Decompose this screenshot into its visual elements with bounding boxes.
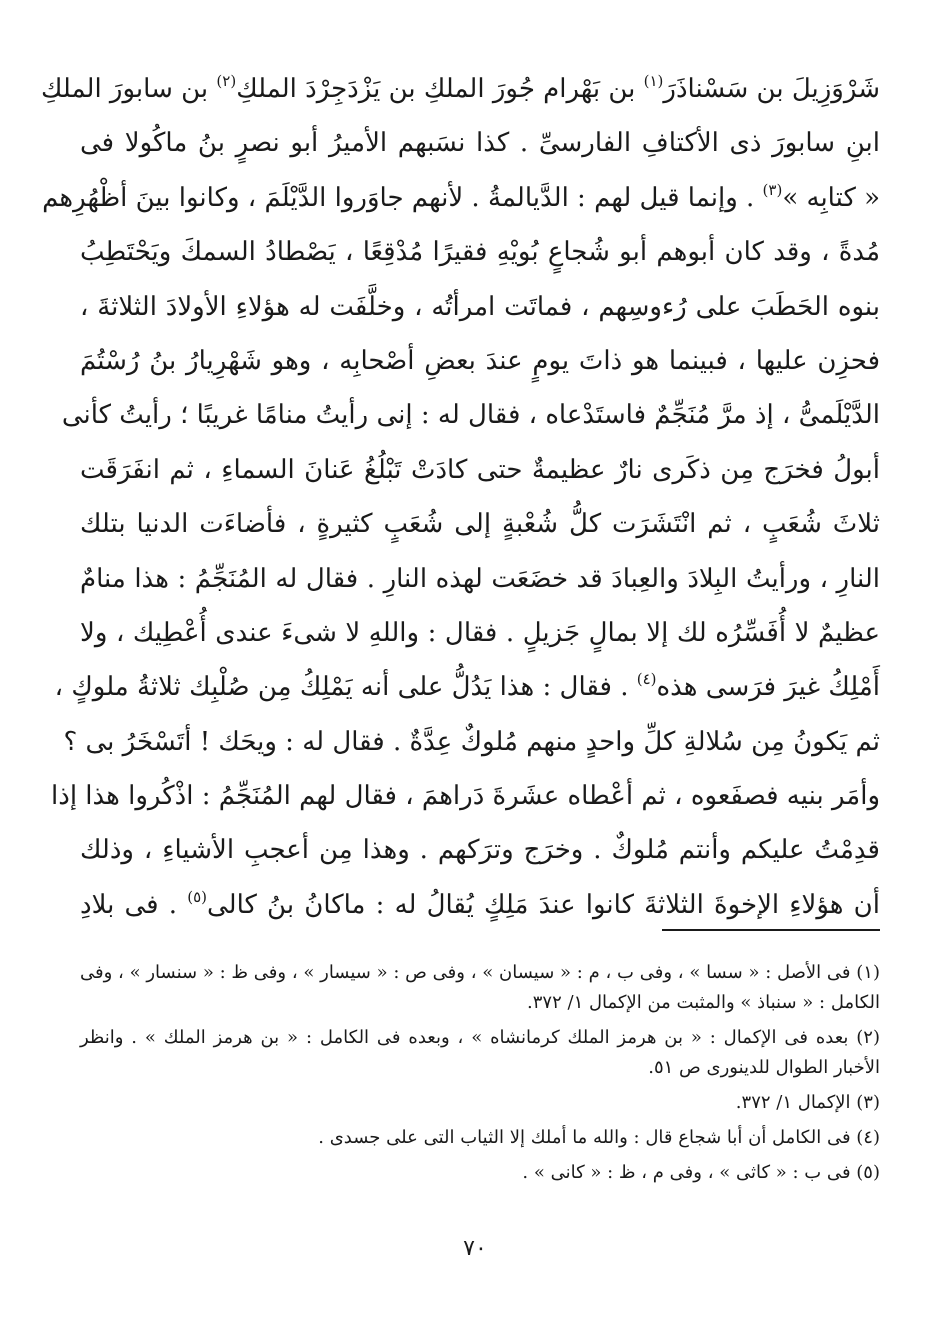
text-line: [80, 225, 880, 279]
main-text: [40, 62, 880, 932]
footnote-line: الأخبار الطوال للدينورى ص ٥١.: [648, 1057, 880, 1078]
text-line: [40, 62, 880, 116]
text-segment: . فقال : هذا يَدُلُّ على أنه يَمْلِكُ مِن صُلْبِك ثلاثةُ ملوكٍ ،: [54, 672, 637, 703]
footnote: [80, 1088, 880, 1118]
footnote-ref[interactable]: (٣): [762, 180, 783, 199]
text-segment: مُدةً ، وقد كان أبوهم أبو شُجاعٍ بُويْهِ فقيرًا مُدْقِعًا ، يَصْطادُ السمكَ ويَحْتَطِبُ: [80, 237, 880, 268]
text-line: [80, 116, 880, 170]
footnote-line: (٥) فى ب : « كاثى » ، وفى م ، ظ : « كانى » .: [522, 1162, 880, 1183]
footnote: [80, 958, 880, 1018]
text-line: [80, 443, 880, 497]
footnote-line: (١) فى الأصل : « سسا » ، وفى ب ، م : « سيسان » ، وفى ص : « سيسار » ، وفى ظ : « سنسار » ، وفى: [80, 962, 880, 983]
text-segment: « كتابِه »: [782, 182, 880, 213]
text-segment: قدِمْتُ عليكم وأنتم مُلوكٌ . وخرَج وترَكهم . وهذا مِن أعجبِ الأشياءِ ، وذلك: [80, 835, 880, 866]
text-line: [80, 497, 880, 551]
text-line: [63, 715, 880, 769]
text-segment: ابنِ سابورَ ذى الأكتافِ الفارسىِّ . كذا نسَبهم الأميرُ أبو نصرٍ بنُ ماكُولا فى: [80, 128, 880, 159]
text-segment: عظيمٌ لا أُفَسِّرُه لك إلا بمالٍ جَزيلٍ . فقال : واللهِ لا شىءَ عندى أُعْطِيك ، ولا: [80, 617, 880, 648]
text-line: [61, 388, 880, 442]
text-segment: . وإنما قيل لهم : الدَّيالمةُ . لأنهم جاوَروا الدَّيْلَمَ ، وكانوا بينَ أظْهُرِهم: [42, 182, 763, 213]
text-segment: شَرْوَزِيلَ بن سَسْناذَرَ: [663, 74, 880, 104]
footnote-line: الكامل : « سنباذ » والمثبت من الإكمال ١/ ٣٧٢.: [527, 992, 880, 1013]
text-segment: ثم يَكونُ مِن سُلالةِ كلِّ واحدٍ منهم مُلوكٌ عِدَّةٌ . فقال له : ويحَك ! أتَسْخَرُ بى ؟: [63, 726, 880, 757]
footnote-ref[interactable]: (١): [643, 72, 664, 90]
text-segment: وأمَر بنيه فصفَعوه ، ثم أعْطاه عشَرةَ دَراهمَ ، فقال لهم المُنَجِّمُ : اذْكُروا هذا إذا: [51, 781, 880, 812]
text-line: [51, 769, 880, 823]
text-line: [42, 171, 880, 225]
text-segment: بنوه الحَطَبَ على رُءوسِهم ، فماتَت امرأتُه ، وخلَّفَت له هؤلاءِ الأولادَ الثلاثةَ ،: [80, 291, 880, 322]
text-line: [80, 878, 880, 932]
text-segment: بن بَهْرام جُورَ الملكِ بن يَزْدَجِرْدَ الملكِ: [236, 74, 644, 104]
text-line: [80, 280, 880, 334]
footnote: [80, 1158, 880, 1188]
text-segment: ثلاثَ شُعَبٍ ، ثم انْتَشَرَت كلُّ شُعْبةٍ إلى شُعَبٍ كثيرةٍ ، فأضاءَت الدنيا بتلك: [80, 509, 880, 540]
footnote-line: (٤) فى الكامل أن أبا شجاع قال : والله ما أملك إلا الثياب التى على جسدى .: [318, 1127, 880, 1148]
page-number: ٧٠: [463, 1236, 487, 1261]
text-segment: بن سابورَ الملكِ: [40, 74, 217, 104]
footnote-ref[interactable]: (٤): [636, 670, 657, 689]
footnote-divider: [662, 929, 880, 931]
text-line: [54, 660, 880, 714]
text-segment: فحزِن عليها ، فبينما هو ذاتَ يومٍ عندَ بعضِ أصْحابِه ، وهو شَهْرِيارُ بنُ رُسْتُمَ: [80, 345, 880, 376]
footnote-line: (٢) بعده فى الإكمال : « بن هرمز الملك كرمانشاه » ، وبعده فى الكامل : « بن هرمز الملك » . وانظر: [80, 1027, 880, 1048]
text-line: [80, 823, 880, 877]
text-line: [80, 606, 880, 660]
footnote-line: (٣) الإكمال ١/ ٣٧٢.: [735, 1092, 880, 1113]
footnote-ref[interactable]: (٢): [216, 72, 237, 90]
text-segment: النارِ ، ورأيتُ البِلادَ والعِبادَ قد خضَعَت لهذه النارِ . فقال له المُنَجِّمُ : هذا منامٌ: [80, 563, 880, 594]
footnotes: [80, 958, 880, 1188]
text-segment: الدَّيْلَمىُّ ، إذ مرَّ مُنَجِّمٌ فاستَدْعاه ، فقال له : إنى رأيتُ منامًا غريبًا ؛ رأيتُ كأنى: [61, 400, 880, 431]
text-segment: أن هؤلاءِ الإخوةَ الثلاثةَ كانوا عندَ مَلِكٍ يُقالُ له : ماكانُ بنُ كالى: [206, 889, 880, 920]
footnote-ref[interactable]: (٥): [187, 887, 207, 906]
footnote: [80, 1123, 880, 1153]
text-segment: أبولُ فخرَج مِن ذكَرى نارٌ عظيمةٌ حتى كادَتْ تَبْلُغُ عَنانَ السماءِ ، ثم انفَرَقَت: [80, 454, 880, 485]
footnote: [80, 1023, 880, 1083]
text-segment: أَمْلِكُ غيرَ فرَسى هذه: [656, 672, 880, 703]
text-segment: . فى بلادِ: [80, 889, 188, 920]
text-line: [80, 334, 880, 388]
text-line: [80, 552, 880, 606]
